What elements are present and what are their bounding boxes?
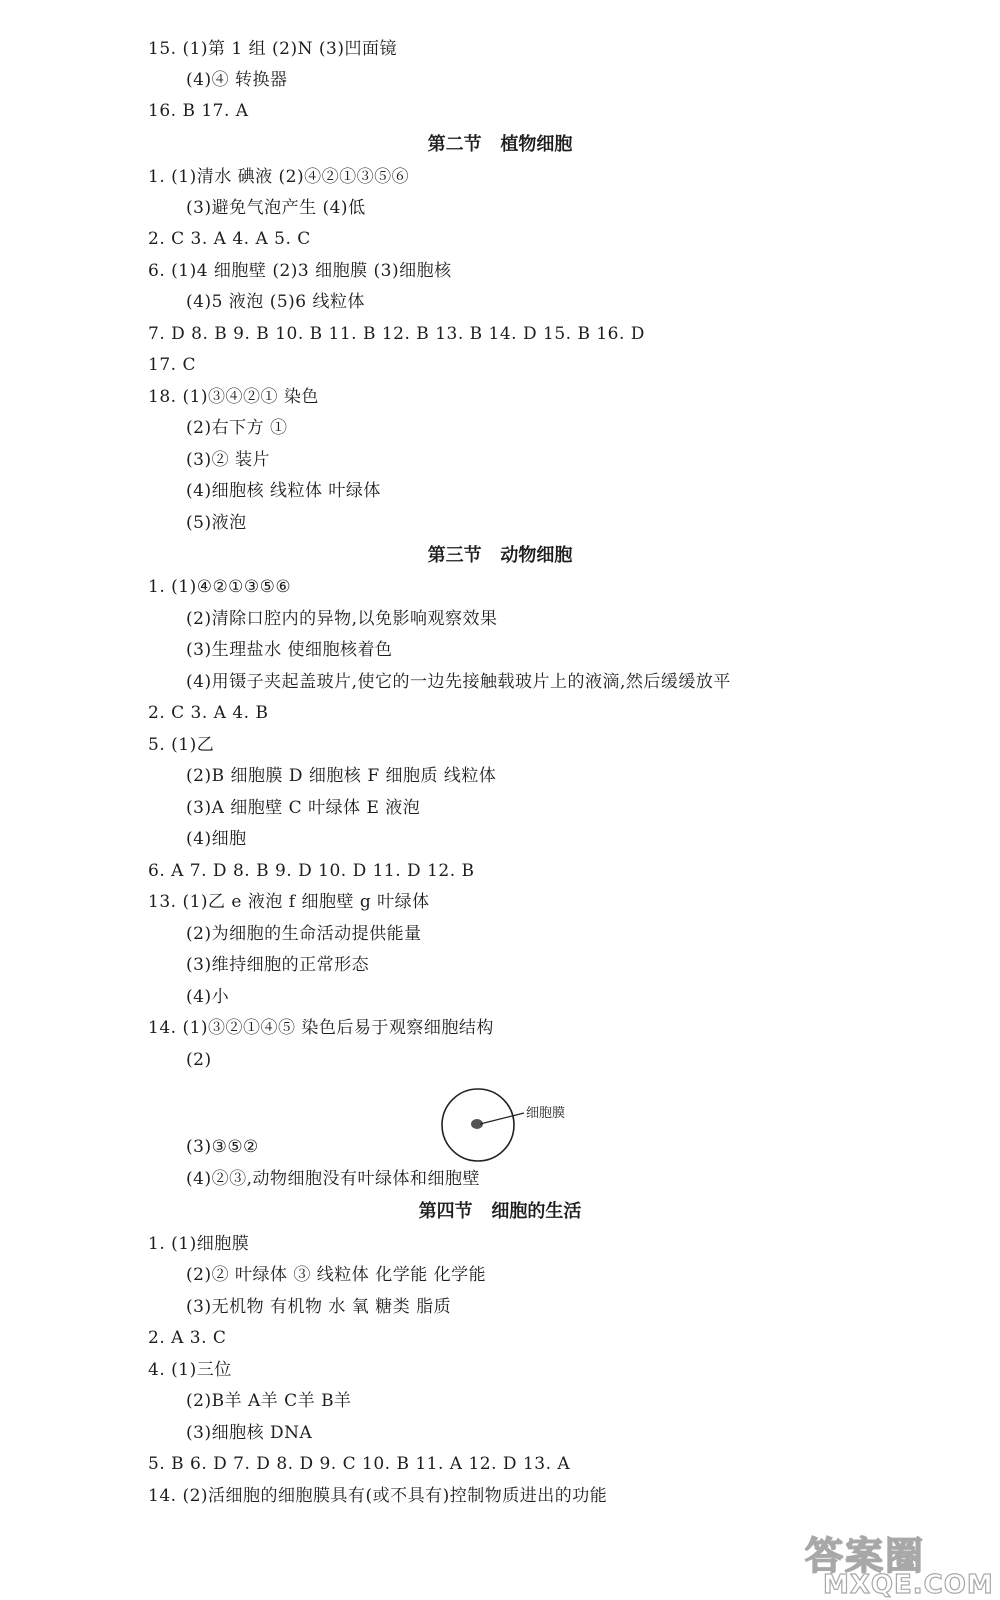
section-heading-plant-cell: 第二节 植物细胞 bbox=[427, 134, 573, 155]
answer-line: (3)A 细胞壁 C 叶绿体 E 液泡 bbox=[186, 798, 421, 818]
answer-line: 13. (1)乙 e 液泡 f 细胞壁 g 叶绿体 bbox=[148, 892, 430, 912]
answer-line: (3)② 装片 bbox=[186, 450, 270, 470]
answer-line: (4)②③,动物细胞没有叶绿体和细胞壁 bbox=[186, 1169, 480, 1189]
answer-line: 2. C 3. A 4. A 5. C bbox=[148, 229, 311, 249]
answer-line: 2. C 3. A 4. B bbox=[148, 703, 269, 723]
answer-line: (3)维持细胞的正常形态 bbox=[186, 955, 370, 975]
cell-diagram bbox=[440, 1082, 590, 1172]
answer-line: 1. (1)清水 碘液 (2)④②①③⑤⑥ bbox=[148, 167, 410, 187]
watermark-logo-text: 答案圈 bbox=[805, 1534, 926, 1578]
answer-line: (4)细胞核 线粒体 叶绿体 bbox=[186, 481, 381, 501]
answer-line: 14. (2)活细胞的细胞膜具有(或不具有)控制物质进出的功能 bbox=[148, 1486, 608, 1506]
answer-line: (3)无机物 有机物 水 氧 糖类 脂质 bbox=[186, 1297, 452, 1317]
watermark-logo bbox=[805, 1525, 995, 1600]
answer-line: (3)细胞核 DNA bbox=[186, 1423, 313, 1443]
answer-line: 15. (1)第 1 组 (2)N (3)凹面镜 bbox=[148, 39, 397, 59]
answer-line: 17. C bbox=[148, 355, 196, 375]
answer-line: (3)避免气泡产生 (4)低 bbox=[186, 198, 366, 218]
answer-line: (2)右下方 ① bbox=[186, 418, 288, 438]
answer-line: 14. (1)③②①④⑤ 染色后易于观察细胞结构 bbox=[148, 1018, 494, 1038]
section-heading-cell-life: 第四节 细胞的生活 bbox=[418, 1201, 582, 1222]
answer-line: (4)④ 转换器 bbox=[186, 70, 288, 90]
answer-line: 6. A 7. D 8. B 9. D 10. D 11. D 12. B bbox=[148, 861, 475, 881]
watermark-site-text: MXQE.COM bbox=[823, 1570, 994, 1600]
answer-line: 5. B 6. D 7. D 8. D 9. C 10. B 11. A 12. D 13. A bbox=[148, 1454, 571, 1474]
answer-line: (2)B 细胞膜 D 细胞核 F 细胞质 线粒体 bbox=[186, 766, 497, 786]
answer-line: (3)③⑤② bbox=[186, 1137, 259, 1157]
answer-line: (2) bbox=[186, 1050, 212, 1070]
label-leader-line bbox=[480, 1113, 524, 1124]
answer-line: 1. (1)④②①③⑤⑥ bbox=[148, 577, 292, 597]
answer-line: 2. A 3. C bbox=[148, 1328, 227, 1348]
answer-line: (4)小 bbox=[186, 987, 230, 1007]
answer-line: (4)用镊子夹起盖玻片,使它的一边先接触载玻片上的液滴,然后缓缓放平 bbox=[186, 672, 731, 692]
answer-line: 18. (1)③④②① 染色 bbox=[148, 387, 319, 407]
answer-line: 6. (1)4 细胞壁 (2)3 细胞膜 (3)细胞核 bbox=[148, 261, 452, 281]
answer-line: (2)B羊 A羊 C羊 B羊 bbox=[186, 1391, 352, 1411]
answer-line: (3)生理盐水 使细胞核着色 bbox=[186, 640, 393, 660]
answer-line: (2)清除口腔内的异物,以免影响观察效果 bbox=[186, 609, 498, 629]
cell-membrane-label: 细胞膜 bbox=[526, 1106, 566, 1121]
answer-line: 16. B 17. A bbox=[148, 101, 249, 121]
answer-line: 5. (1)乙 bbox=[148, 735, 215, 755]
answer-line: (2)为细胞的生命活动提供能量 bbox=[186, 924, 422, 944]
answer-line: 1. (1)细胞膜 bbox=[148, 1234, 250, 1254]
answer-line: (2)② 叶绿体 ③ 线粒体 化学能 化学能 bbox=[186, 1265, 487, 1285]
section-heading-animal-cell: 第三节 动物细胞 bbox=[427, 545, 573, 566]
answer-line: 4. (1)三位 bbox=[148, 1360, 232, 1380]
cell-diagram-svg bbox=[440, 1082, 590, 1172]
answer-line: (4)细胞 bbox=[186, 829, 247, 849]
answer-line: (4)5 液泡 (5)6 线粒体 bbox=[186, 292, 366, 312]
answer-line: (5)液泡 bbox=[186, 513, 247, 533]
answer-line: 7. D 8. B 9. B 10. B 11. B 12. B 13. B 14. D 15. B 16. D bbox=[148, 324, 645, 344]
